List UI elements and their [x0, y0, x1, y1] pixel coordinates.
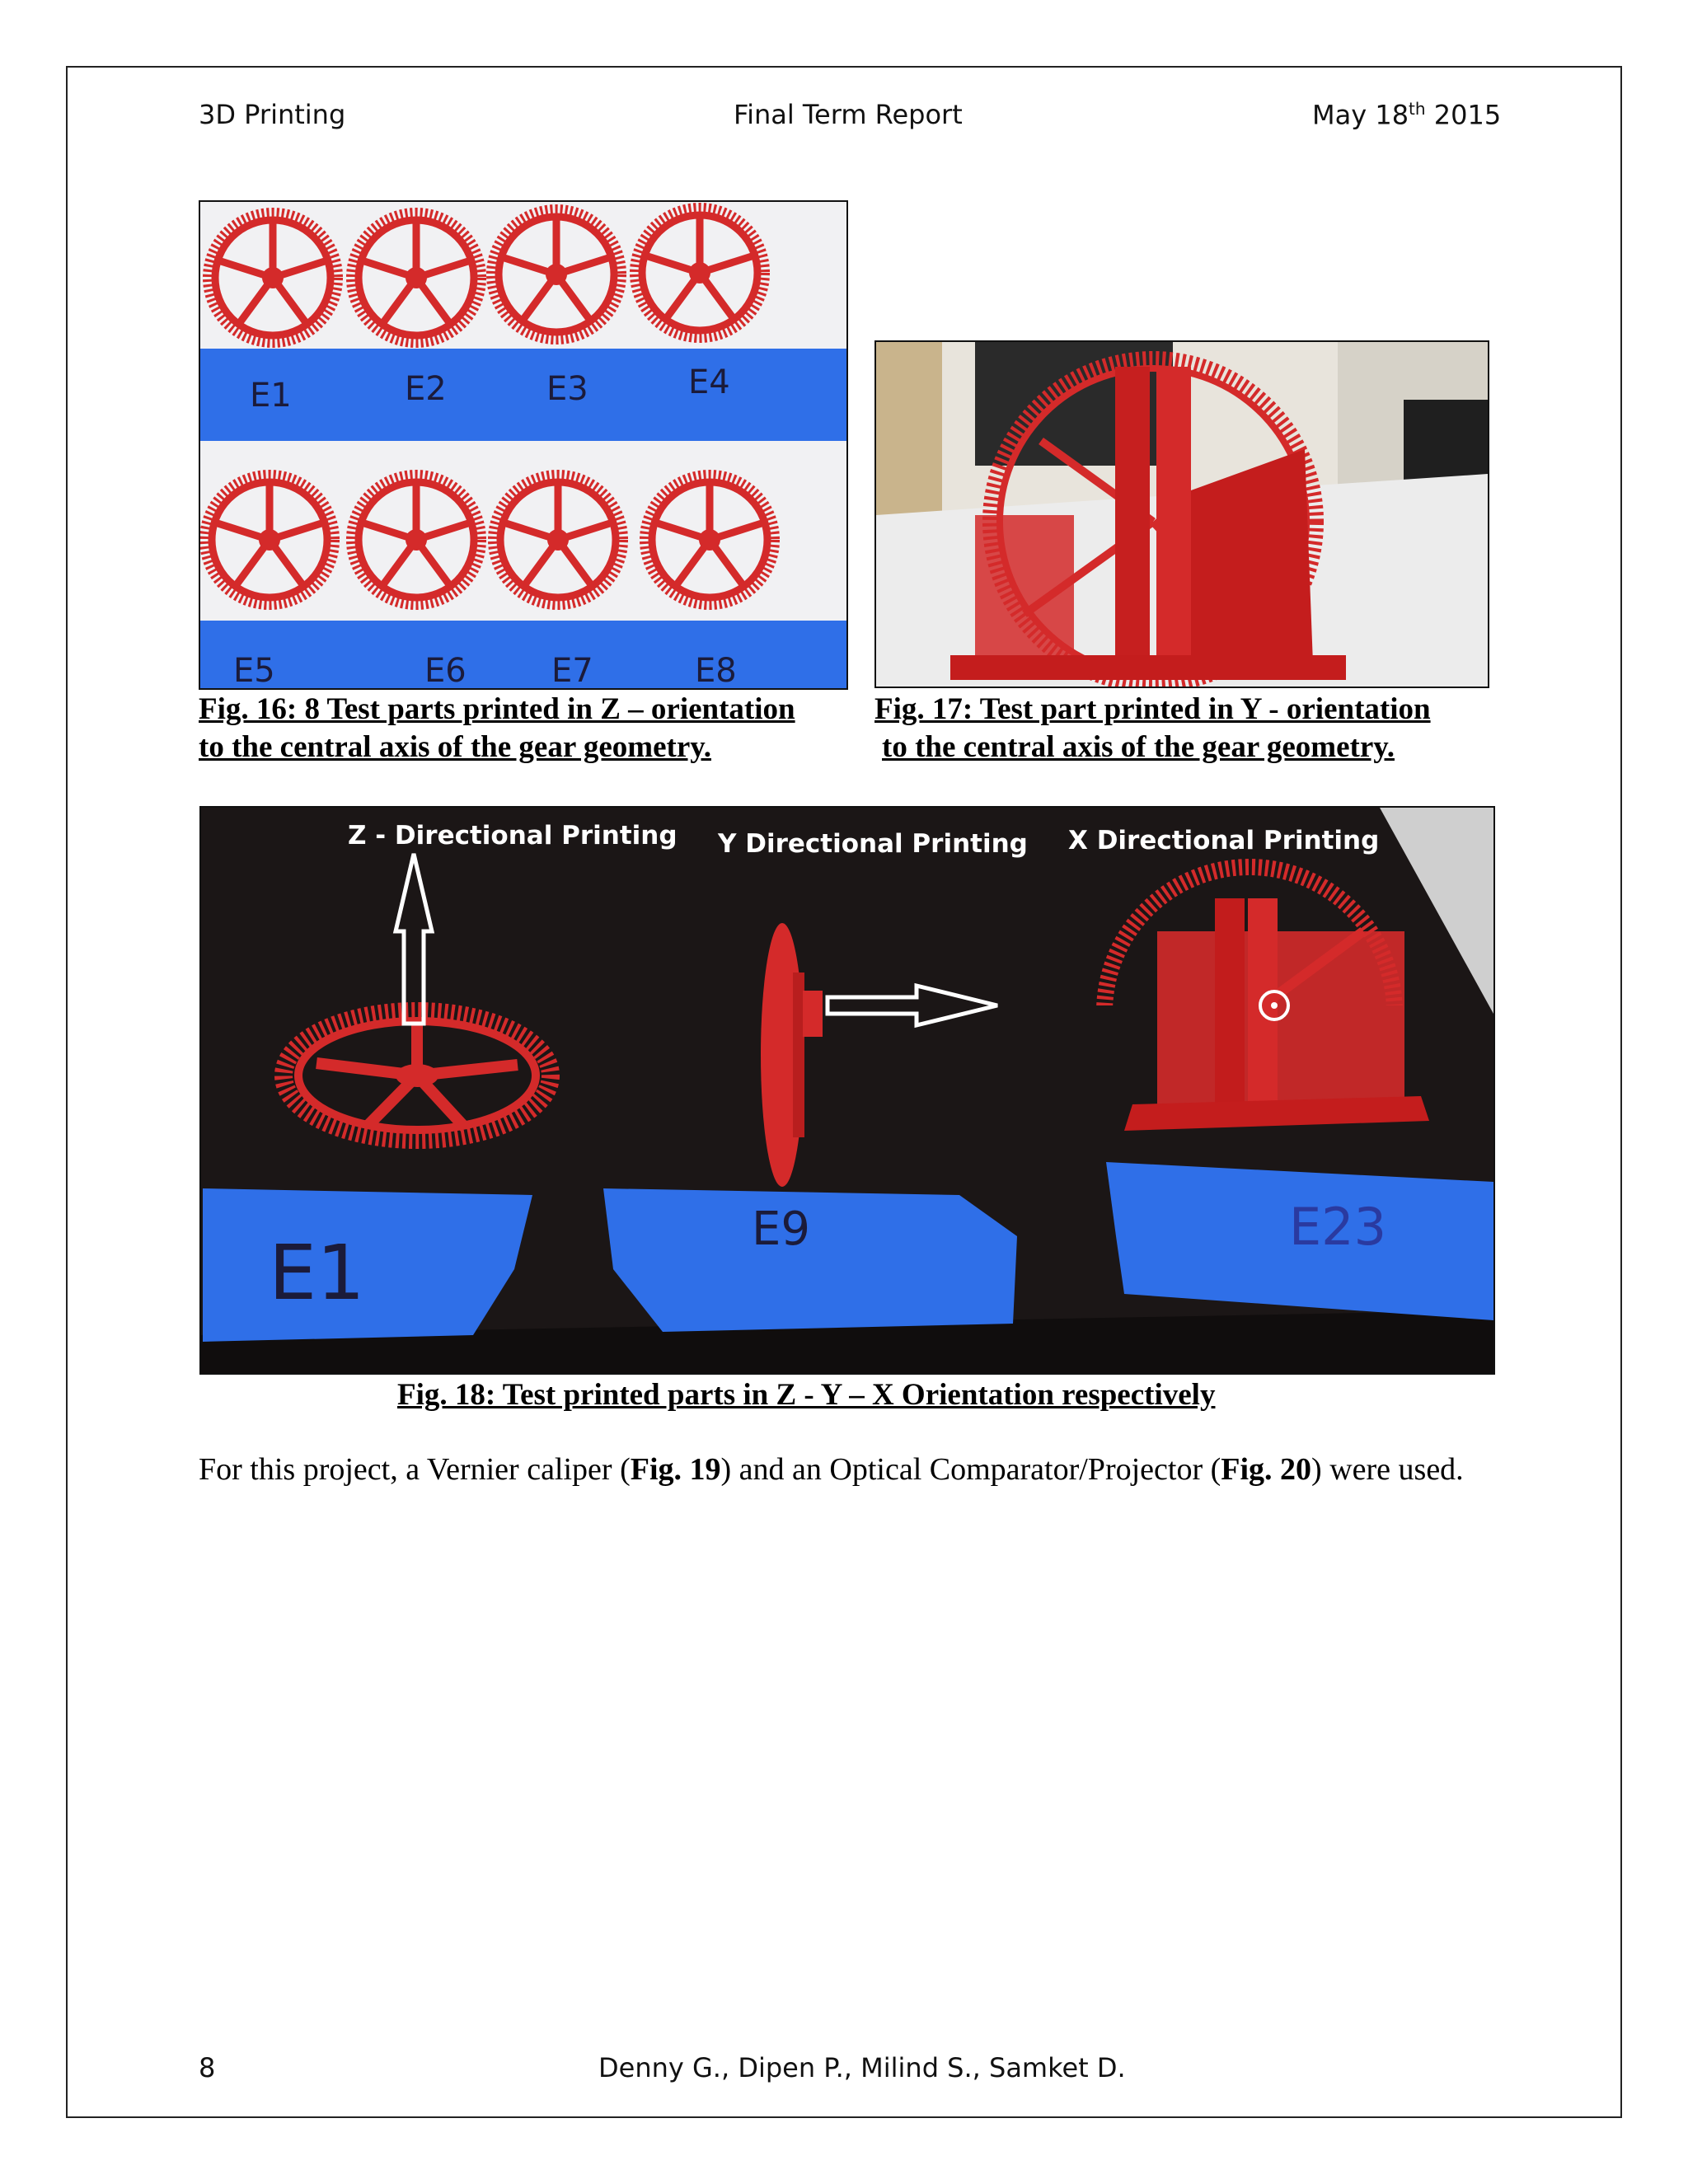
- fig16-label-1: E1: [250, 377, 292, 415]
- figure-17-image: [874, 340, 1489, 688]
- fig16-label-5: E5: [233, 652, 275, 688]
- fig16-label-8: E8: [695, 652, 737, 688]
- header-left: 3D Printing: [199, 99, 346, 130]
- x-direction-label: X Directional Printing: [1068, 826, 1380, 855]
- body-paragraph: For this project, a Vernier caliper (Fig. 19) and an Optical Comparator/Projector (Fig. 20) were used.: [199, 1452, 1464, 1487]
- tape-label-e23: E23: [1289, 1197, 1387, 1257]
- fig18-photo: [201, 808, 1493, 1373]
- z-direction-label: Z - Directional Printing: [348, 821, 678, 851]
- fig16-photo: [200, 202, 846, 688]
- fig16-label-3: E3: [546, 370, 588, 408]
- tape-label-e1: E1: [269, 1229, 365, 1317]
- fig16-label-2: E2: [405, 370, 447, 408]
- fig16-label-4: E4: [688, 363, 730, 401]
- tape-label-e9: E9: [752, 1202, 811, 1256]
- footer-authors: Denny G., Dipen P., Milind S., Samket D.: [598, 2052, 1126, 2083]
- figure-17-caption: Fig. 17: Test part printed in Y - orientation to the central axis of the gear geometry.: [874, 692, 1431, 764]
- figure-18-caption: Fig. 18: Test printed parts in Z - Y – X Orientation respectively: [397, 1378, 1216, 1412]
- figure-18-image: [199, 806, 1495, 1375]
- fig16-label-7: E7: [551, 652, 593, 688]
- fig16-label-6: E6: [424, 652, 467, 688]
- header-right: May 18th 2015: [1312, 99, 1502, 131]
- figure-16-image: [199, 200, 848, 690]
- page-number: 8: [199, 2052, 216, 2083]
- header-center: Final Term Report: [734, 99, 963, 130]
- y-direction-label: Y Directional Printing: [718, 829, 1028, 859]
- fig17-photo: [876, 342, 1488, 687]
- figure-16-caption: Fig. 16: 8 Test parts printed in Z – orientation to the central axis of the gear geometry.: [199, 692, 795, 764]
